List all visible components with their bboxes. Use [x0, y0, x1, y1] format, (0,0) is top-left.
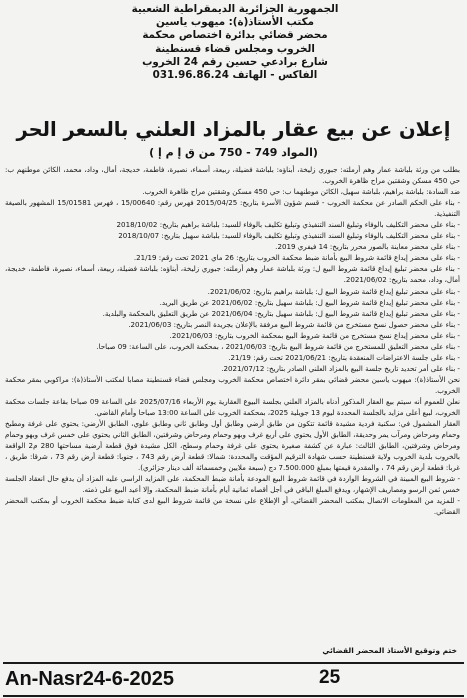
- footer-top-rule: [3, 662, 464, 664]
- paragraph: - بناء على جلسة الاعتراضات المنعقدة بتاريخ: 2021/06/21 تحت رقم: 21/19.: [228, 352, 460, 362]
- paragraph: - شروط البيع المبينة في الشروط الواردة في قائمة شروط البيع المودعة بأمانة ضبط المحكمة، على المزايد الراسي عليه المزاد أن يدفع حال انعقاد الجلسة خمس ثمن الرسو ومصاريف الإشهار، ويدفع المبلغ الباقي في أجل أقصاه ثمانية أيام بأمانة ضبط المحكمة، وإلا أعيد البيع على ذمته.: [5, 474, 460, 495]
- paragraph: - بناء على محضر تبليغ إيداع قائمة شروط البيع ل: بلباشة سهيل بتاريخ: 2021/06/04 عن طريق التعليق بالمحكمة والبلدية.: [102, 308, 460, 318]
- signature-line: ختم وتوقيع الأستاذ المحضر القضائي: [322, 646, 457, 655]
- paragraph: - بناء على محضر التكليف بالوفاء وتبليغ السند التنفيذي وتبليغ تكليف بالوفاء للسيد: بلباشة براهيم بتاريخ: 2018/10/02: [116, 220, 460, 230]
- announcement-title: إعلان عن بيع عقار بالمزاد العلني بالسعر الحر: [16, 118, 451, 141]
- paragraph: - بناء على محضر معاينة بالصور محرر بتاريخ: 14 فيفري 2019.: [275, 242, 460, 252]
- paragraph: - بناء على محضر تبليغ إيداع قائمة شروط البيع ل: بلباشة براهيم بتاريخ: 2021/06/02.: [207, 286, 460, 296]
- paragraph: بطلب من ورثة بلباشة عمار وهم أرملته: جبوري زليخة، أبناؤه: بلباشة فضيلة، ربيعة، أسماء، نصيرة، فاطمة، خديجة، أمال، وداد، محمد، الكائن موطنهم ب: حي 450 مسكن وشقتين مراح ظاهرة الخروب.: [5, 165, 460, 186]
- header-office: مكتب الأستاذ(ة): ميهوب ياسين: [155, 16, 314, 29]
- paragraph: نعلن للعموم أنه سيتم بيع العقار المذكور أدناه بالمزاد العلني بجلسة البيوع العقارية يوم الأربعاء 2025/07/16 على الساعة 09 صباحا بقاعة جلسات محكمة الخروب، لبيع أعلى مزايد بالجلسة المحددة ليوم 13 جويلية 2025، بمحكمة الخروب على الساعة 13:00 صباحا وأمام القاضي.: [5, 396, 460, 418]
- paragraph: - بناء على محضر تبليغ إيداع قائمة شروط البيع ل: ورثة بلباشة عمار وهم أرملته: جبوري زليخة، أبناؤه: بلباشة فضيلة، ربيعة، أسماء، نصيرة، فاطمة، خديجة، أمال، وداد، محمد بتاريخ: 2021/06/02.: [5, 264, 460, 285]
- paragraph: - بناء على محضر التكليف بالوفاء وتبليغ السند التنفيذي وتبليغ تكليف بالوفاء للسيد: بلباشة سهيل بتاريخ: 2018/10/07: [118, 231, 460, 241]
- header-phone: الفاكس - الهاتف 031.96.86.24: [152, 69, 318, 82]
- header-jurisdiction: محضر قضائي بدائرة اختصاص محكمة: [142, 29, 328, 42]
- paragraph: العقار المشمول في: سكنية فردية مشيدة قائمة تتكون من طابق أرضي وطابق أول وطابق ثاني وطابق علوي، الطابق الأرضي: يحتوي على غرفة ومطبخ وحمام ومرحاض ومرآب يمر وحديقة، الطابق الأول يحتوي على أربع غرف وبهو وحمام ومرحاض وشرفتين، الطابق الثاني يحتوي على خمس غرف وبهو وحمام ومرحاض وشرفتين، الطابق الثالث: عبارة عن كشفة صغيرة يحتوي على غرفة وحمام وسطح، الكل مشيدة فوق قطعة أرضية مساحتها 280 م2 الواقعة بالخروب بلدية الخروب ولاية قسنطينة حسب شهادة الترقيم المؤقت والمحددة: شمالا: قطعة أرض رقم 743 ، جنوبا: قطعة أرض رقم 73 ، شرقا: طريق ، غربا: قطعة أرض رقم 74 ، والمقدرة قيمتها بمبلغ 7.500.000 دج (سبعة ملايين وخمسمائة ألف دينار جزائري).: [5, 419, 460, 473]
- page-footer: [3, 662, 464, 698]
- newspaper-reference: An-Nasr24-6-2025: [5, 668, 174, 690]
- announcement-body: [5, 164, 460, 642]
- paragraph: - بناء على محضر إيداع قائمة شروط البيع بأمانة ضبط محكمة الخروب بتاريخ: 26 ماي 2021 تحت رقم: 21/19.: [133, 253, 460, 263]
- header-court: الخروب ومجلس قضاء قسنطينة: [155, 42, 315, 55]
- paragraph: - بناء على محضر حصول نسخ مستخرج من قائمة شروط البيع مرفقة بالإعلان بجريدة النصر بتاريخ: 2021/06/03.: [128, 319, 460, 329]
- footer-bottom-rule: [3, 695, 464, 697]
- announcement-subtitle: (المواد 749 - 750 من ق إ م إ ): [149, 146, 318, 159]
- paragraph: - بناء على محضر التعليق للمستخرج من قائمة شروط البيع بتاريخ: 2021/06/03 ، بمحكمة الخروب، على الساعة: 09 صباحا.: [96, 341, 460, 351]
- header-address: شارع برادعي حسين رقم 24 الخروب: [142, 55, 328, 68]
- office-header: [80, 3, 390, 82]
- paragraph: نحن الأستاذ(ة): ميهوب ياسين محضر قضائي بمقر دائرة اختصاص محكمة الخروب ومجلس قضاء قسنطينة مصابا لمكتب الأستاذ(ة): مراكوبي بمقر محكمة الخروب.: [5, 374, 460, 395]
- paragraph: - بناء على الحكم الصادر عن محكمة الخروب - قسم شؤون الأسرة بتاريخ: 2015/04/25 فهرس رقم: 15/00640 ، فهرس 15/01581 المشهور بالصيغة التنفيذية.: [5, 198, 460, 219]
- page-number: 25: [319, 667, 341, 688]
- header-republic: الجمهورية الجزائرية الديمقراطية الشعبية: [131, 3, 339, 15]
- paragraph: - بناء على محضر إيداع نسخ مستخرج من قائمة شروط البيع بمحكمة الخروب بتاريخ: 2021/06/03.: [169, 330, 460, 340]
- paragraph: - بناء على أمر تحديد تاريخ جلسة البيع بالمزاد العلني الصادر بتاريخ: 2021/07/12.: [221, 363, 460, 373]
- paragraph: ضد السادة: بلباشة براهيم، بلباشة سهيل، الكائن موطنهما ب: حي 450 مسكن وشقتين مراح ظاهرة الخروب.: [142, 187, 460, 197]
- paragraph: - بناء على محضر تبليغ إيداع قائمة شروط البيع ل: بلباشة سهيل بتاريخ: 2021/06/02 عن طريق البريد.: [159, 297, 460, 307]
- paragraph: - للمزيد من المعلومات الاتصال بمكتب المحضر القضائي، أو الإطلاع على نسخة من قائمة شروط البيع لدى كتابة ضبط محكمة الخروب أو بمكتب المحضر القضائي.: [5, 496, 460, 517]
